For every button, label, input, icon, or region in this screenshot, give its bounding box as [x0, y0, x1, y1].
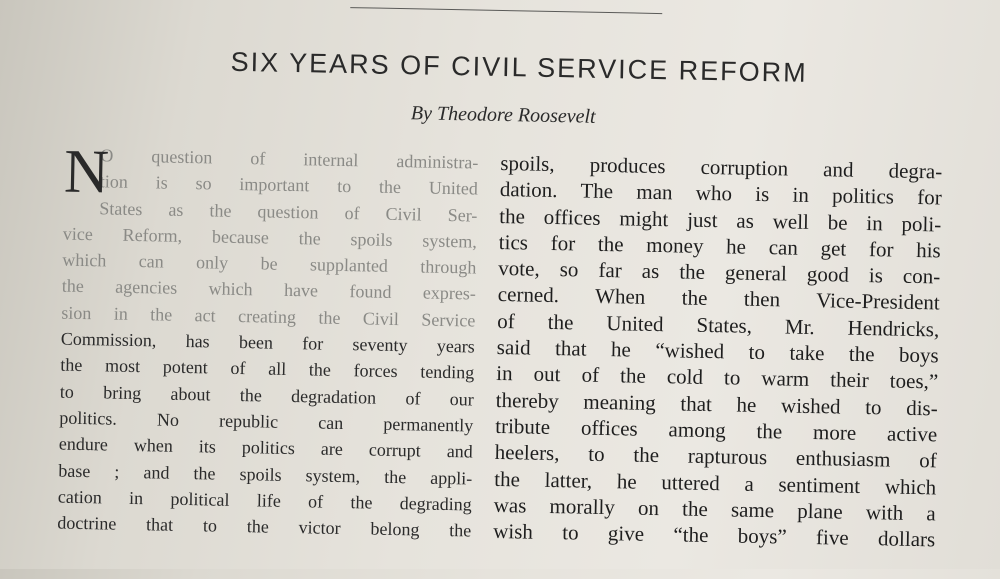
text-line: cerned. When the then Vice-President [497, 282, 940, 315]
text-line: cation in political life of the degrading [57, 486, 472, 515]
text-line: thereby meaning that he wished to dis- [495, 387, 938, 421]
text-line: dation. The man who is in politics for [499, 177, 942, 210]
text-line: the agencies which have found expres- [61, 276, 477, 305]
text-line: the offices might just as well be in poli- [499, 203, 942, 237]
header-rule [350, 7, 662, 14]
text-line: endure when its politics are corrupt and [58, 433, 473, 462]
left-column [57, 137, 479, 544]
article-byline: By Theodore Roosevelt [410, 102, 596, 128]
text-line: sion in the act creating the Civil Service [61, 302, 476, 331]
text-line: States as the question of Civil Ser- [99, 197, 478, 226]
text-line: politics. No republic can permanently [59, 407, 474, 436]
text-line: tribute offices among the more active [495, 413, 938, 447]
text-line: vice Reform, because the spoils system, [62, 223, 478, 252]
text-line: to bring about the degradation of our [59, 381, 474, 410]
text-line: of the United States, Mr. Hendricks, [497, 308, 940, 342]
text-line: was morally on the same plane with a [493, 492, 936, 526]
text-line: wish to give “the boys” five dollars [493, 519, 936, 552]
text-line: said that he “wished to take the boys [496, 335, 939, 368]
text-line: vote, so far as the general good is con- [498, 256, 941, 289]
text-line: in out of the cold to warm their toes,” [496, 361, 939, 394]
text-line: doctrine that to the victor belong the [57, 512, 472, 541]
drop-cap: N [63, 137, 110, 207]
text-line: tion is so important to the United [99, 171, 479, 199]
text-line: which can only be supplanted through [62, 249, 477, 278]
text-line: spoils, produces corruption and degra- [500, 150, 943, 184]
text-line: the most potent of all the forces tending [60, 354, 475, 383]
text-line: the latter, he uttered a sentiment which [494, 466, 937, 499]
text-line: tics for the money he can get for his [498, 229, 941, 263]
text-line: base ; and the spoils system, the appli- [58, 460, 473, 489]
text-line: Commission, has been for seventy years [60, 328, 475, 357]
article-title: SIX YEARS OF CIVIL SERVICE REFORM [230, 46, 808, 88]
text-line: heelers, to the rapturous enthusiasm of [494, 440, 937, 473]
right-column [493, 150, 942, 553]
text-line: O question of internal administra- [100, 145, 479, 173]
